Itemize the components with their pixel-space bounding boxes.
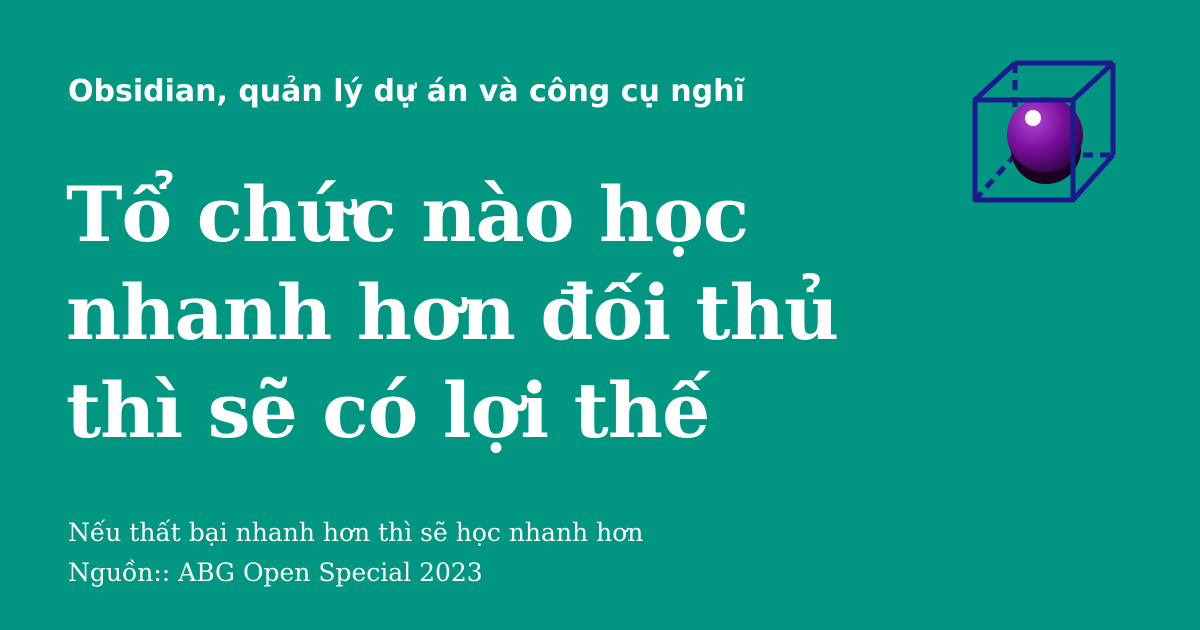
title-line-3: thì sẽ có lợi thế — [66, 366, 710, 455]
series-label: Obsidian, quản lý dự án và công cụ nghĩ — [68, 74, 745, 109]
page-title — [66, 166, 946, 460]
title-line-1: Tổ chức nào học — [66, 170, 749, 259]
cube-sphere-icon — [965, 55, 1125, 210]
subtitle: Nếu thất bại nhanh hơn thì sẽ học nhanh hơn — [68, 518, 644, 547]
source-line: Nguồn:: ABG Open Special 2023 — [68, 558, 483, 587]
title-line-2: nhanh hơn đối thủ — [66, 268, 839, 357]
